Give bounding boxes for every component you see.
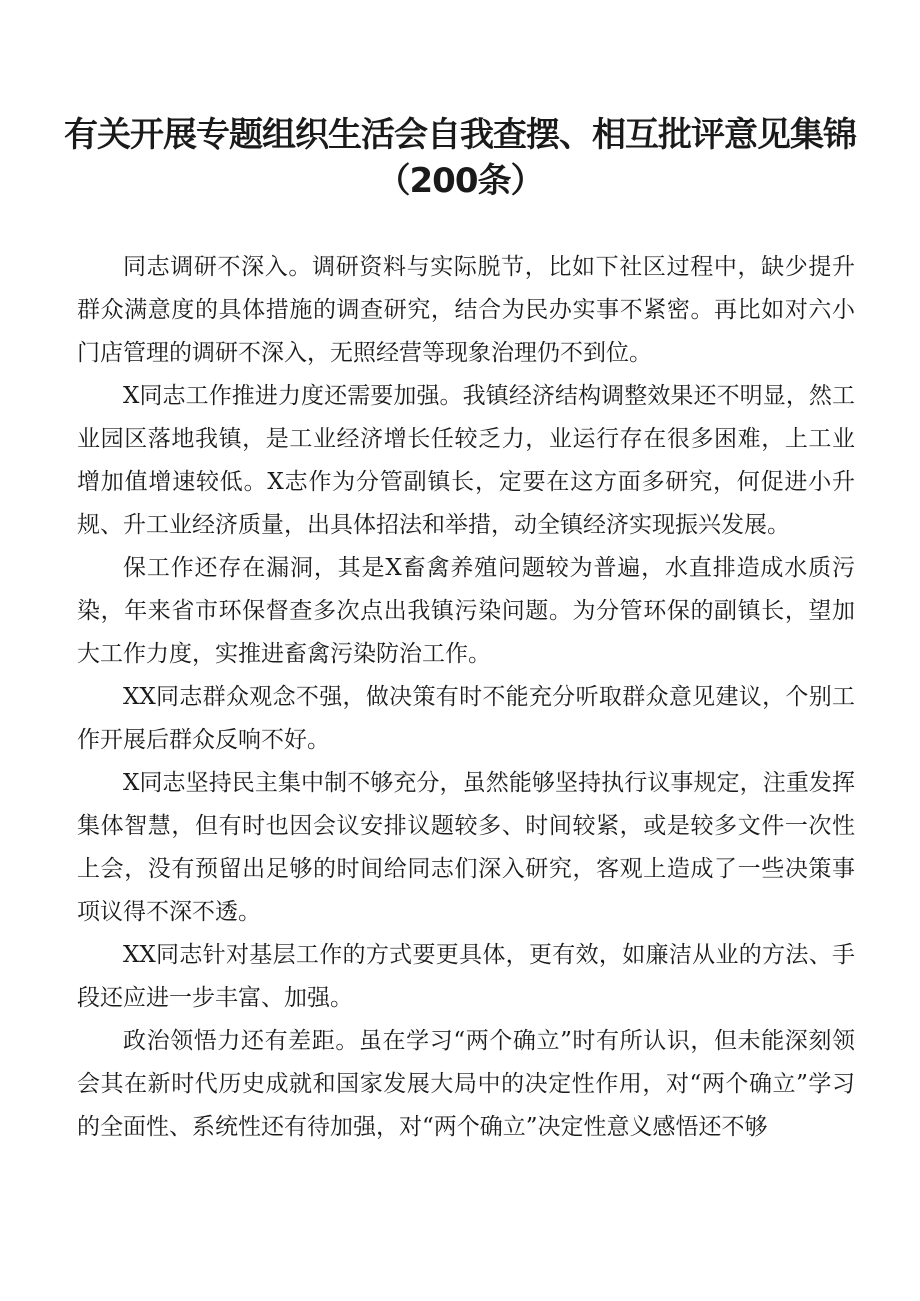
paragraph: X同志工作推进力度还需要加强。我镇经济结构调整效果还不明显，然工业园区落地我镇，是工业经济增长任较乏力，业运行存在很多困难，上工业增加值增速较低。X志作为分管副镇长，定要在这方面多研究，何促进小升规、升工业经济质量，出具体招法和举措，动全镇经济实现振兴发展。 [77, 383, 855, 538]
paragraph: X同志坚持民主集中制不够充分，虽然能够坚持执行议事规定，注重发挥集体智慧，但有时也因会议安排议题较多、时间较紧，或是较多文件一次性上会，没有预留出足够的时间给同志们深入研究，客观上造成了一些决策事项议得不深不透。 [77, 770, 855, 925]
document-body [77, 246, 855, 1149]
paragraph: XX同志群众观念不强，做决策有时不能充分听取群众意见建议，个别工作开展后群众反响不好。 [77, 684, 855, 753]
paragraph: XX同志针对基层工作的方式要更具体，更有效，如廉洁从业的方法、手段还应进一步丰富、加强。 [77, 942, 855, 1011]
paragraph: 保工作还存在漏洞，其是X畜禽养殖问题较为普遍，水直排造成水质污染，年来省市环保督查多次点出我镇污染问题。为分管环保的副镇长，望加大工作力度，实推进畜禽污染防治工作。 [77, 555, 855, 667]
paragraph: 政治领悟力还有差距。虽在学习“两个确立”时有所认识，但未能深刻领会其在新时代历史成就和国家发展大局中的决定性作用，对“两个确立”学习的全面性、系统性还有待加强，对“两个确立”决定性意义感悟还不够 [77, 1028, 855, 1140]
paragraph: 同志调研不深入。调研资料与实际脱节，比如下社区过程中，缺少提升群众满意度的具体措施的调查研究，结合为民办实事不紧密。再比如对六小门店管理的调研不深入，无照经营等现象治理仍不到位。 [77, 254, 855, 366]
document-title: 有关开展专题组织生活会自我查摆、相互批评意见集锦（200条） [64, 115, 856, 201]
